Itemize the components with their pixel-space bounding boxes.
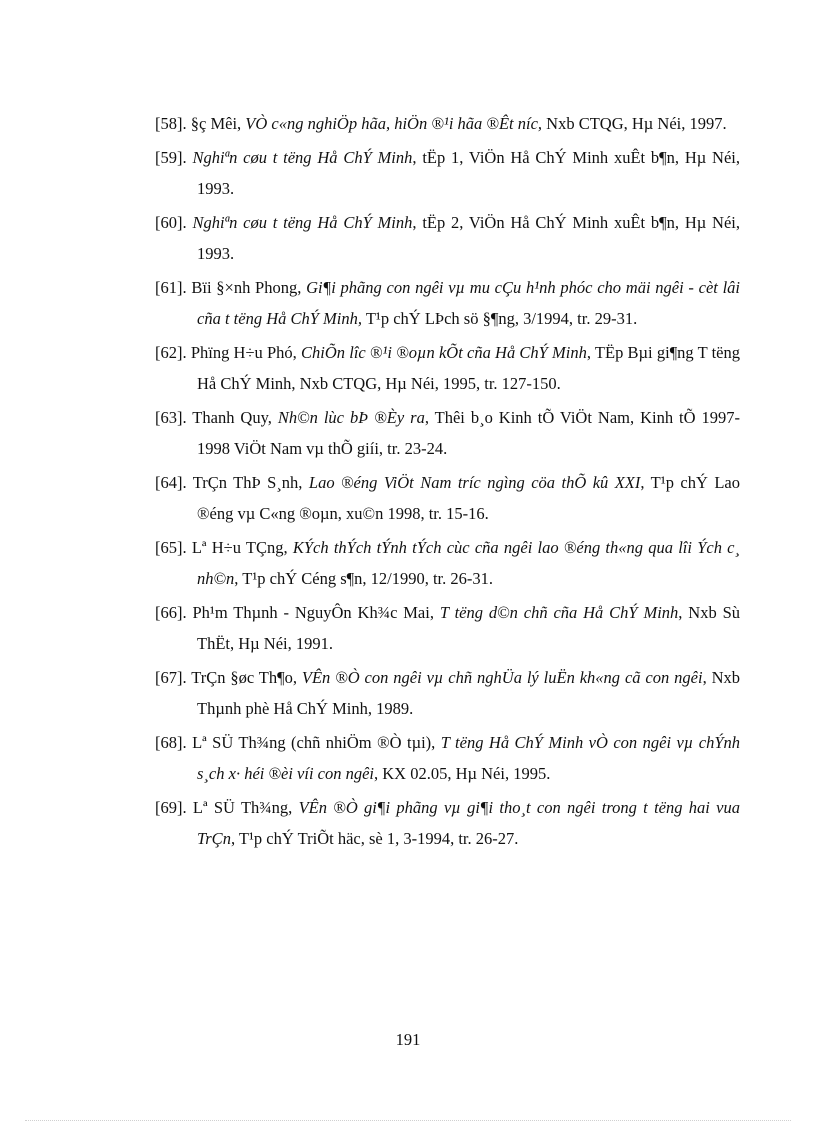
reference-item: [155, 597, 740, 659]
reference-number: [59].: [155, 148, 187, 167]
reference-publication: Nxb CTQG, Hµ Néi, 1997.: [542, 114, 727, 133]
reference-authors: TrÇn ThÞ S¸nh,: [186, 473, 309, 492]
reference-item: [155, 532, 740, 594]
reference-authors: Bïi §×nh Phong,: [186, 278, 307, 297]
reference-list: [155, 108, 740, 857]
reference-publication: , tËp 2, ViÖn Hå ChÝ Minh xuÊt b¶n, Hµ Néi, 1993.: [197, 213, 741, 263]
reference-publication: , KX 02.05, Hµ Néi, 1995.: [374, 764, 551, 783]
reference-number: [66].: [155, 603, 187, 622]
reference-publication: , T¹p chÝ Lao ®éng vµ C«ng ®oµn, xu©n 1998, tr. 15-16.: [197, 473, 740, 523]
reference-number: [58].: [155, 114, 187, 133]
reference-number: [68].: [155, 733, 187, 752]
reference-authors: Phïng H÷u Phó,: [186, 343, 302, 362]
reference-item: [155, 727, 740, 789]
page-bottom-divider: [25, 1120, 791, 1121]
reference-authors: TrÇn §øc Th¶o,: [186, 668, 302, 687]
reference-publication: , Nxb Thµnh phè Hå ChÝ Minh, 1989.: [197, 668, 741, 718]
reference-title: Nghiªn cøu t tëng Hå ChÝ Minh: [192, 213, 413, 232]
reference-item: [155, 662, 740, 724]
reference-number: [62].: [155, 343, 187, 362]
reference-authors: Thanh Quy,: [186, 408, 278, 427]
reference-authors: Lª SÜ Th¾ng (chñ nhiÖm ®Ò tµi),: [186, 733, 441, 752]
reference-publication: , tËp 1, ViÖn Hå ChÝ Minh xuÊt b¶n, Hµ Néi, 1993.: [197, 148, 741, 198]
reference-title: Lao ®éng ViÖt Nam tríc ngìng cöa thÕ kû XXI: [308, 473, 641, 492]
reference-title: ChiÕn lîc ®¹i ®oµn kÕt cña Hå ChÝ Minh: [301, 343, 587, 362]
reference-title: T tëng d©n chñ cña Hå ChÝ Minh: [439, 603, 679, 622]
reference-title: T tëng Hå ChÝ Minh vÒ con ngêi vµ chÝnh s¸ch x· héi ®èi víi con ngêi: [197, 733, 741, 783]
reference-number: [64].: [155, 473, 187, 492]
reference-number: [63].: [155, 408, 187, 427]
reference-item: [155, 207, 740, 269]
reference-title: Nh©n lùc bÞ ®Èy ra: [277, 408, 425, 427]
reference-item: [155, 337, 740, 399]
reference-number: [69].: [155, 798, 187, 817]
reference-item: [155, 402, 740, 464]
reference-publication: , Thêi b¸o Kinh tÕ ViÖt Nam, Kinh tÕ 1997-1998 ViÖt Nam vµ thÕ giíi, tr. 23-24.: [197, 408, 740, 458]
reference-title: VÊn ®Ò gi¶i phãng vµ gi¶i tho¸t con ngêi trong t tëng hai vua TrÇn: [197, 798, 740, 848]
reference-item: [155, 792, 740, 854]
reference-item: [155, 142, 740, 204]
reference-publication: , T¹p chÝ Céng s¶n, 12/1990, tr. 26-31.: [234, 569, 493, 588]
reference-number: [61].: [155, 278, 187, 297]
reference-number: [65].: [155, 538, 187, 557]
reference-authors: §ç Mêi,: [186, 114, 246, 133]
reference-item: [155, 272, 740, 334]
reference-title: VÒ c«ng nghiÖp hãa, hiÖn ®¹i hãa ®Êt níc,: [245, 114, 543, 133]
reference-title: Gi¶i phãng con ngêi vµ mu cÇu h¹nh phóc cho mäi ngêi - cèt lâi cña t tëng Hå ChÝ Minh,: [197, 278, 741, 328]
reference-authors: Ph¹m Thµnh - NguyÔn Kh¾c Mai,: [186, 603, 440, 622]
reference-authors: Lª SÜ Th¾ng,: [186, 798, 299, 817]
reference-authors: Lª H÷u TÇng,: [186, 538, 293, 557]
reference-title: VÊn ®Ò con ngêi vµ chñ nghÜa lý luËn kh«ng cã con ngêi: [301, 668, 703, 687]
reference-publication: , T¹p chÝ TriÕt häc, sè 1, 3-1994, tr. 26-27.: [230, 829, 519, 848]
reference-item: [155, 108, 740, 139]
reference-publication: , TËp Bµi gi¶ng T tëng Hå ChÝ Minh, Nxb CTQG, Hµ Néi, 1995, tr. 127-150.: [197, 343, 740, 393]
reference-title: KÝch thÝch tÝnh tÝch cùc cña ngêi lao ®éng th«ng qua lîi Ých c¸ nh©n: [197, 538, 741, 588]
reference-publication: , Nxb Sù ThËt, Hµ Néi, 1991.: [197, 603, 740, 653]
reference-number: [67].: [155, 668, 187, 687]
reference-title: Nghiªn cøu t tëng Hå ChÝ Minh: [192, 148, 413, 167]
reference-publication: T¹p chÝ LÞch sö §¶ng, 3/1994, tr. 29-31.: [362, 309, 638, 328]
page-number: 191: [395, 1030, 421, 1049]
reference-number: [60].: [155, 213, 187, 232]
reference-item: [155, 467, 740, 529]
